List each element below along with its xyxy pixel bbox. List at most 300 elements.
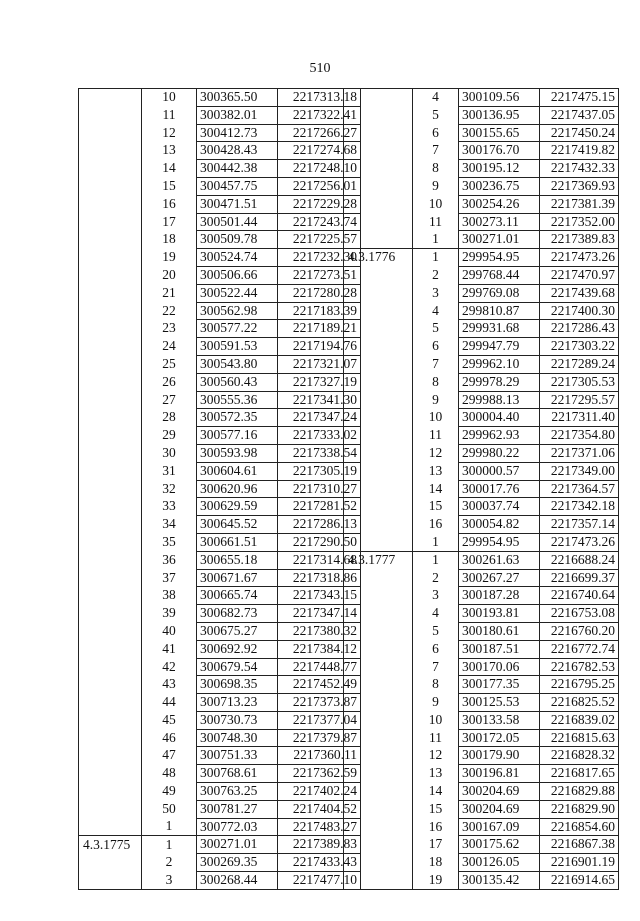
table-row xyxy=(344,195,619,213)
cell-section: 4.3.1776 xyxy=(344,249,413,267)
cell-x: 300125.53 xyxy=(459,694,540,712)
cell-section xyxy=(79,231,142,249)
cell-point: 34 xyxy=(142,516,197,534)
cell-x: 300772.03 xyxy=(197,818,278,836)
cell-y: 2216829.90 xyxy=(540,800,619,818)
cell-section xyxy=(79,480,142,498)
cell-point: 2 xyxy=(413,569,459,587)
table-row xyxy=(344,658,619,676)
cell-x: 300267.27 xyxy=(459,569,540,587)
table-row xyxy=(79,569,361,587)
table-row xyxy=(344,640,619,658)
cell-point: 8 xyxy=(413,676,459,694)
table-row xyxy=(344,533,619,551)
cell-y: 2217289.24 xyxy=(540,355,619,373)
cell-x: 300751.33 xyxy=(197,747,278,765)
table-row xyxy=(79,106,361,124)
cell-section: 4.3.1777 xyxy=(344,551,413,569)
cell-point: 1 xyxy=(142,836,197,854)
cell-point: 16 xyxy=(142,195,197,213)
cell-x: 300037.74 xyxy=(459,498,540,516)
cell-x: 299978.29 xyxy=(459,373,540,391)
cell-x: 300172.05 xyxy=(459,729,540,747)
cell-section xyxy=(79,302,142,320)
cell-point: 5 xyxy=(413,106,459,124)
table-row xyxy=(344,462,619,480)
table-row xyxy=(79,391,361,409)
cell-x: 299768.44 xyxy=(459,266,540,284)
cell-x: 300713.23 xyxy=(197,694,278,712)
cell-section xyxy=(344,747,413,765)
cell-section xyxy=(344,444,413,462)
cell-point: 42 xyxy=(142,658,197,676)
cell-y: 2216829.88 xyxy=(540,783,619,801)
table-row xyxy=(79,284,361,302)
table-row xyxy=(344,605,619,623)
table-row xyxy=(79,747,361,765)
cell-point: 5 xyxy=(413,622,459,640)
cell-section xyxy=(344,409,413,427)
table-row xyxy=(344,516,619,534)
cell-point: 44 xyxy=(142,694,197,712)
cell-y: 2217341.30 xyxy=(278,391,361,409)
cell-point: 11 xyxy=(142,106,197,124)
cell-section xyxy=(79,284,142,302)
cell-x: 300193.81 xyxy=(459,605,540,623)
table-row xyxy=(79,302,361,320)
cell-x: 300442.38 xyxy=(197,160,278,178)
cell-point: 12 xyxy=(413,747,459,765)
cell-point: 10 xyxy=(413,409,459,427)
cell-x: 300180.61 xyxy=(459,622,540,640)
cell-section xyxy=(344,177,413,195)
cell-y: 2216825.52 xyxy=(540,694,619,712)
cell-x: 300196.81 xyxy=(459,765,540,783)
cell-y: 2217321.07 xyxy=(278,355,361,373)
cell-x: 300661.51 xyxy=(197,533,278,551)
table-row xyxy=(344,444,619,462)
cell-section xyxy=(344,231,413,249)
cell-y: 2217256.01 xyxy=(278,177,361,195)
table-row xyxy=(79,676,361,694)
cell-section xyxy=(344,569,413,587)
cell-y: 2217318.86 xyxy=(278,569,361,587)
cell-section xyxy=(79,587,142,605)
cell-x: 300254.26 xyxy=(459,195,540,213)
cell-y: 2217274.68 xyxy=(278,142,361,160)
cell-x: 300665.74 xyxy=(197,587,278,605)
cell-x: 300176.70 xyxy=(459,142,540,160)
cell-y: 2217333.02 xyxy=(278,427,361,445)
cell-point: 17 xyxy=(413,836,459,854)
cell-x: 300054.82 xyxy=(459,516,540,534)
cell-x: 300572.35 xyxy=(197,409,278,427)
cell-x: 300577.22 xyxy=(197,320,278,338)
cell-point: 26 xyxy=(142,373,197,391)
cell-x: 300698.35 xyxy=(197,676,278,694)
cell-y: 2217189.21 xyxy=(278,320,361,338)
cell-x: 300187.51 xyxy=(459,640,540,658)
table-row xyxy=(79,427,361,445)
cell-x: 300261.63 xyxy=(459,551,540,569)
cell-y: 2217305.19 xyxy=(278,462,361,480)
cell-point: 45 xyxy=(142,711,197,729)
cell-y: 2217295.57 xyxy=(540,391,619,409)
cell-y: 2216760.20 xyxy=(540,622,619,640)
table-row xyxy=(344,302,619,320)
cell-point: 24 xyxy=(142,338,197,356)
cell-x: 299954.95 xyxy=(459,533,540,551)
table-row xyxy=(79,373,361,391)
table-row xyxy=(79,587,361,605)
cell-y: 2216867.38 xyxy=(540,836,619,854)
table-row xyxy=(344,355,619,373)
cell-x: 300593.98 xyxy=(197,444,278,462)
table-row xyxy=(79,533,361,551)
table-row xyxy=(344,427,619,445)
cell-y: 2217389.83 xyxy=(540,231,619,249)
cell-point: 15 xyxy=(142,177,197,195)
cell-section xyxy=(79,444,142,462)
cell-x: 300175.62 xyxy=(459,836,540,854)
cell-x: 300620.96 xyxy=(197,480,278,498)
cell-x: 300382.01 xyxy=(197,106,278,124)
cell-point: 4 xyxy=(413,89,459,107)
cell-y: 2217470.97 xyxy=(540,266,619,284)
cell-section xyxy=(344,640,413,658)
table-row xyxy=(79,195,361,213)
cell-point: 36 xyxy=(142,551,197,569)
cell-point: 43 xyxy=(142,676,197,694)
cell-x: 300017.76 xyxy=(459,480,540,498)
cell-section xyxy=(344,391,413,409)
cell-section xyxy=(79,89,142,107)
cell-point: 21 xyxy=(142,284,197,302)
cell-x: 300763.25 xyxy=(197,783,278,801)
cell-x: 300155.65 xyxy=(459,124,540,142)
cell-section xyxy=(344,516,413,534)
cell-y: 2216828.32 xyxy=(540,747,619,765)
cell-point: 37 xyxy=(142,569,197,587)
cell-section xyxy=(79,622,142,640)
table-row xyxy=(79,213,361,231)
cell-y: 2217280.28 xyxy=(278,284,361,302)
cell-point: 15 xyxy=(413,498,459,516)
table-row xyxy=(79,783,361,801)
cell-point: 1 xyxy=(142,818,197,836)
table-row xyxy=(79,462,361,480)
cell-point: 10 xyxy=(413,711,459,729)
cell-section xyxy=(79,195,142,213)
table-row xyxy=(344,373,619,391)
cell-x: 300269.35 xyxy=(197,854,278,872)
cell-y: 2217183.39 xyxy=(278,302,361,320)
table-row xyxy=(79,800,361,818)
table-row xyxy=(79,177,361,195)
cell-section xyxy=(79,640,142,658)
cell-section xyxy=(79,729,142,747)
cell-y: 2216688.24 xyxy=(540,551,619,569)
cell-section xyxy=(79,658,142,676)
cell-y: 2217352.00 xyxy=(540,213,619,231)
cell-section xyxy=(344,622,413,640)
table-row xyxy=(79,765,361,783)
cell-point: 22 xyxy=(142,302,197,320)
cell-point: 1 xyxy=(413,231,459,249)
cell-x: 300768.61 xyxy=(197,765,278,783)
cell-x: 300268.44 xyxy=(197,872,278,890)
cell-section xyxy=(344,533,413,551)
cell-point: 32 xyxy=(142,480,197,498)
table-row xyxy=(79,551,361,569)
page-number: 510 xyxy=(309,61,331,76)
cell-point: 19 xyxy=(413,872,459,890)
cell-point: 14 xyxy=(413,783,459,801)
cell-point: 49 xyxy=(142,783,197,801)
cell-y: 2217314.68 xyxy=(278,551,361,569)
cell-y: 2217248.10 xyxy=(278,160,361,178)
cell-point: 5 xyxy=(413,320,459,338)
cell-section xyxy=(344,338,413,356)
cell-section xyxy=(79,160,142,178)
cell-point: 29 xyxy=(142,427,197,445)
table-row xyxy=(344,249,619,267)
cell-y: 2217473.26 xyxy=(540,249,619,267)
table-row xyxy=(344,266,619,284)
cell-y: 2217354.80 xyxy=(540,427,619,445)
table-row xyxy=(344,480,619,498)
cell-section xyxy=(344,587,413,605)
cell-x: 300179.90 xyxy=(459,747,540,765)
cell-y: 2217389.83 xyxy=(278,836,361,854)
cell-section xyxy=(344,783,413,801)
cell-x: 300671.67 xyxy=(197,569,278,587)
cell-x: 299980.22 xyxy=(459,444,540,462)
cell-point: 11 xyxy=(413,729,459,747)
cell-y: 2217362.59 xyxy=(278,765,361,783)
cell-y: 2217310.27 xyxy=(278,480,361,498)
cell-y: 2217342.18 xyxy=(540,498,619,516)
cell-x: 300682.73 xyxy=(197,605,278,623)
cell-x: 300748.30 xyxy=(197,729,278,747)
cell-section xyxy=(344,320,413,338)
table-row xyxy=(344,106,619,124)
cell-x: 300555.36 xyxy=(197,391,278,409)
table-row xyxy=(344,836,619,854)
cell-x: 300412.73 xyxy=(197,124,278,142)
cell-section xyxy=(344,498,413,516)
cell-x: 299962.10 xyxy=(459,355,540,373)
cell-y: 2217286.13 xyxy=(278,516,361,534)
cell-x: 300167.09 xyxy=(459,818,540,836)
cell-y: 2217360.11 xyxy=(278,747,361,765)
cell-point: 13 xyxy=(413,462,459,480)
cell-section xyxy=(79,409,142,427)
table-row xyxy=(79,836,361,854)
cell-x: 300692.92 xyxy=(197,640,278,658)
cell-point: 2 xyxy=(413,266,459,284)
cell-point: 11 xyxy=(413,427,459,445)
table-row xyxy=(79,320,361,338)
cell-y: 2216815.63 xyxy=(540,729,619,747)
cell-y: 2217379.87 xyxy=(278,729,361,747)
cell-point: 50 xyxy=(142,800,197,818)
table-row xyxy=(344,231,619,249)
table-row xyxy=(344,729,619,747)
cell-x: 300126.05 xyxy=(459,854,540,872)
cell-point: 12 xyxy=(413,444,459,462)
cell-section xyxy=(344,213,413,231)
cell-section xyxy=(344,142,413,160)
cell-y: 2217475.15 xyxy=(540,89,619,107)
table-row xyxy=(344,551,619,569)
cell-y: 2217229.28 xyxy=(278,195,361,213)
table-row xyxy=(79,711,361,729)
cell-section xyxy=(79,818,142,836)
cell-x: 299810.87 xyxy=(459,302,540,320)
cell-section xyxy=(79,266,142,284)
cell-y: 2217322.41 xyxy=(278,106,361,124)
table-row xyxy=(344,622,619,640)
cell-section xyxy=(79,124,142,142)
cell-point: 3 xyxy=(413,284,459,302)
cell-point: 11 xyxy=(413,213,459,231)
cell-point: 8 xyxy=(413,160,459,178)
cell-section xyxy=(79,765,142,783)
cell-point: 8 xyxy=(413,373,459,391)
cell-x: 299954.95 xyxy=(459,249,540,267)
table-row xyxy=(79,694,361,712)
cell-section xyxy=(79,177,142,195)
cell-section xyxy=(344,89,413,107)
cell-point: 6 xyxy=(413,124,459,142)
cell-point: 31 xyxy=(142,462,197,480)
table-row xyxy=(344,177,619,195)
cell-y: 2216699.37 xyxy=(540,569,619,587)
cell-y: 2217477.10 xyxy=(278,872,361,890)
cell-x: 299769.08 xyxy=(459,284,540,302)
cell-point: 18 xyxy=(142,231,197,249)
cell-point: 13 xyxy=(142,142,197,160)
cell-section xyxy=(79,106,142,124)
cell-point: 1 xyxy=(413,249,459,267)
cell-section xyxy=(79,694,142,712)
cell-x: 300004.40 xyxy=(459,409,540,427)
cell-section xyxy=(344,765,413,783)
cell-x: 300428.43 xyxy=(197,142,278,160)
cell-y: 2216839.02 xyxy=(540,711,619,729)
cell-section xyxy=(79,711,142,729)
cell-section xyxy=(344,854,413,872)
cell-point: 3 xyxy=(413,587,459,605)
table-row xyxy=(344,711,619,729)
cell-point: 10 xyxy=(142,89,197,107)
cell-x: 300506.66 xyxy=(197,266,278,284)
cell-point: 12 xyxy=(142,124,197,142)
table-row xyxy=(79,142,361,160)
cell-y: 2217273.51 xyxy=(278,266,361,284)
cell-y: 2217243.74 xyxy=(278,213,361,231)
cell-point: 47 xyxy=(142,747,197,765)
cell-section xyxy=(344,106,413,124)
cell-y: 2217290.50 xyxy=(278,533,361,551)
table-row xyxy=(79,818,361,836)
table-row xyxy=(79,516,361,534)
cell-y: 2217402.24 xyxy=(278,783,361,801)
cell-point: 6 xyxy=(413,640,459,658)
cell-y: 2217225.57 xyxy=(278,231,361,249)
cell-x: 300730.73 xyxy=(197,711,278,729)
cell-y: 2217347.14 xyxy=(278,605,361,623)
table-row xyxy=(79,729,361,747)
cell-section xyxy=(79,142,142,160)
cell-section xyxy=(79,427,142,445)
cell-section xyxy=(79,498,142,516)
cell-point: 46 xyxy=(142,729,197,747)
cell-section xyxy=(344,694,413,712)
cell-point: 3 xyxy=(142,872,197,890)
table-row xyxy=(344,587,619,605)
cell-y: 2217286.43 xyxy=(540,320,619,338)
cell-point: 1 xyxy=(413,533,459,551)
cell-section xyxy=(79,854,142,872)
table-row xyxy=(344,765,619,783)
cell-section xyxy=(79,800,142,818)
cell-section xyxy=(344,160,413,178)
cell-point: 27 xyxy=(142,391,197,409)
cell-point: 4 xyxy=(413,605,459,623)
table-row xyxy=(344,818,619,836)
cell-section xyxy=(79,605,142,623)
cell-x: 300109.56 xyxy=(459,89,540,107)
cell-x: 300501.44 xyxy=(197,213,278,231)
cell-point: 7 xyxy=(413,142,459,160)
cell-point: 16 xyxy=(413,818,459,836)
cell-y: 2216772.74 xyxy=(540,640,619,658)
cell-section xyxy=(344,729,413,747)
table-row xyxy=(344,409,619,427)
cell-section xyxy=(79,462,142,480)
cell-point: 41 xyxy=(142,640,197,658)
table-row xyxy=(79,444,361,462)
cell-point: 16 xyxy=(413,516,459,534)
table-row xyxy=(344,142,619,160)
cell-y: 2217266.27 xyxy=(278,124,361,142)
cell-y: 2217400.30 xyxy=(540,302,619,320)
cell-y: 2217452.49 xyxy=(278,676,361,694)
cell-point: 7 xyxy=(413,658,459,676)
cell-point: 15 xyxy=(413,800,459,818)
cell-point: 1 xyxy=(413,551,459,569)
cell-point: 23 xyxy=(142,320,197,338)
table-row xyxy=(344,124,619,142)
cell-x: 300629.59 xyxy=(197,498,278,516)
cell-x: 300170.06 xyxy=(459,658,540,676)
cell-y: 2217311.40 xyxy=(540,409,619,427)
cell-x: 300591.53 xyxy=(197,338,278,356)
cell-y: 2217343.15 xyxy=(278,587,361,605)
cell-x: 300133.58 xyxy=(459,711,540,729)
cell-section xyxy=(344,373,413,391)
cell-y: 2217448.77 xyxy=(278,658,361,676)
cell-point: 39 xyxy=(142,605,197,623)
table-row xyxy=(344,89,619,107)
table-row xyxy=(344,320,619,338)
cell-y: 2217305.53 xyxy=(540,373,619,391)
cell-y: 2217347.24 xyxy=(278,409,361,427)
cell-y: 2216817.65 xyxy=(540,765,619,783)
table-row xyxy=(344,747,619,765)
